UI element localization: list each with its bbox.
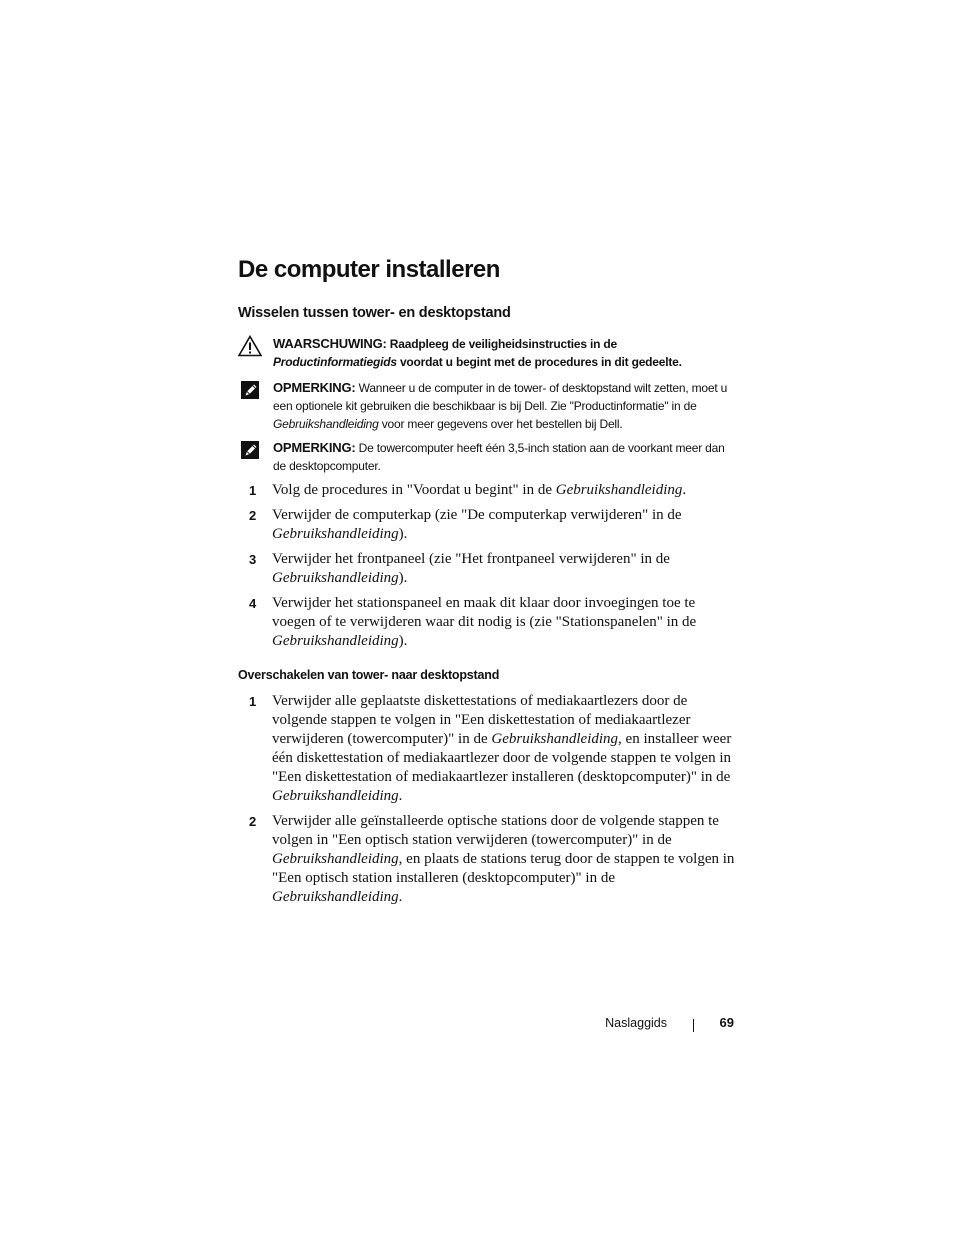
subsection-title: Overschakelen van tower- naar desktopstand (238, 668, 500, 682)
step-number: 1 (249, 694, 257, 709)
step-text: . (682, 482, 687, 498)
step-text-italic: Gebruikshandleiding (491, 731, 619, 747)
step-number: 2 (249, 508, 257, 523)
step-text: . (398, 788, 403, 804)
step-text: Volg de procedures in "Voordat u begint" in de (272, 482, 556, 498)
warning-block (238, 335, 736, 371)
step-text: ). (398, 633, 408, 649)
step-number: 1 (249, 483, 257, 498)
note-text-part: De towercomputer heeft één 3,5-inch station aan de voorkant meer dan de desktopcomputer. (273, 441, 725, 473)
step-text-italic: Gebruikshandleiding (272, 526, 399, 542)
pencil-note-icon (238, 439, 262, 461)
step-text-italic: Gebruikshandleiding (272, 570, 399, 586)
steps-list (238, 481, 736, 657)
note-block-1 (238, 379, 736, 433)
step-text: Verwijder alle geplaatste diskettestations of mediakaartlezers door de volgende stappen te volgen in "Een diskettestation of mediakaartlezer verwijderen (towercomputer)" in de (272, 693, 691, 747)
footer-label: Naslaggids (605, 1016, 667, 1030)
page-number: 69 (719, 1015, 734, 1030)
step-text: . (398, 889, 403, 905)
step-text-italic: Gebruikshandleiding (272, 633, 399, 649)
warning-label: WAARSCHUWING: (273, 336, 387, 351)
page-title: De computer installeren (238, 256, 500, 283)
step-number: 3 (249, 552, 257, 567)
step-text: Verwijder alle geïnstalleerde optische stations door de volgende stappen te volgen in "Een optisch station verwijderen (towercomputer)" in de (272, 813, 719, 848)
note-block-2 (238, 439, 736, 475)
warning-text-part: voordat u begint met de procedures in dit gedeelte. (396, 355, 682, 369)
warning-text-part: Raadpleeg de veiligheidsinstructies in de (386, 337, 618, 351)
list-item (238, 594, 736, 651)
step-text-italic: Gebruikshandleiding (272, 889, 399, 905)
note-text-2 (273, 439, 736, 475)
note-text-1 (273, 379, 736, 433)
list-item (238, 812, 736, 907)
list-item (238, 692, 736, 806)
warning-text-italic: Productinformatiegids (273, 355, 397, 369)
step-text: ). (398, 526, 408, 542)
list-item (238, 481, 736, 500)
pencil-note-icon (238, 379, 262, 401)
step-text-italic: Gebruikshandleiding (272, 851, 399, 867)
step-text: Verwijder het stationspaneel en maak dit klaar door invoegingen toe te voegen of te verwijderen waar dit nodig is (zie "Stationspanelen" in de (272, 595, 697, 630)
step-text-italic: Gebruikshandleiding (272, 788, 399, 804)
section-title: Wisselen tussen tower- en desktopstand (238, 305, 511, 321)
note-text-part: Wanneer u de computer in de tower- of desktopstand wilt zetten, moet u een optionele kit gebruiken die beschikbaar is bij Dell. Zie "Productinformatie" in de (273, 381, 728, 413)
substeps-list (238, 692, 736, 913)
step-number: 2 (249, 814, 257, 829)
list-item (238, 550, 736, 588)
step-text: ). (398, 570, 408, 586)
step-text: Verwijder het frontpaneel (zie "Het frontpaneel verwijderen" in de (272, 551, 670, 567)
step-text: Verwijder de computerkap (zie "De computerkap verwijderen" in de (272, 507, 682, 523)
step-text-italic: Gebruikshandleiding (555, 482, 683, 498)
note-label-2: OPMERKING: (273, 440, 356, 455)
note-label-1: OPMERKING: (273, 380, 356, 395)
step-number: 4 (249, 596, 257, 611)
page-footer (238, 1014, 736, 1034)
warning-text (273, 335, 736, 371)
footer-divider (693, 1019, 694, 1032)
note-text-italic: Gebruikshandleiding (273, 417, 379, 431)
step-text: , en plaats de stations terug door de stappen te volgen in "Een optisch station installeren (desktopcomputer)" in de (272, 851, 735, 886)
warning-triangle-icon (238, 335, 262, 357)
note-text-part: voor meer gegevens over het bestellen bij Dell. (378, 417, 623, 431)
list-item (238, 506, 736, 544)
step-text: , en installeer weer één diskettestation of mediakaartlezer door de volgende stappen te volgen in "Een diskettestation of mediakaartlezer installeren (desktopcomputer)" in de (272, 731, 732, 785)
